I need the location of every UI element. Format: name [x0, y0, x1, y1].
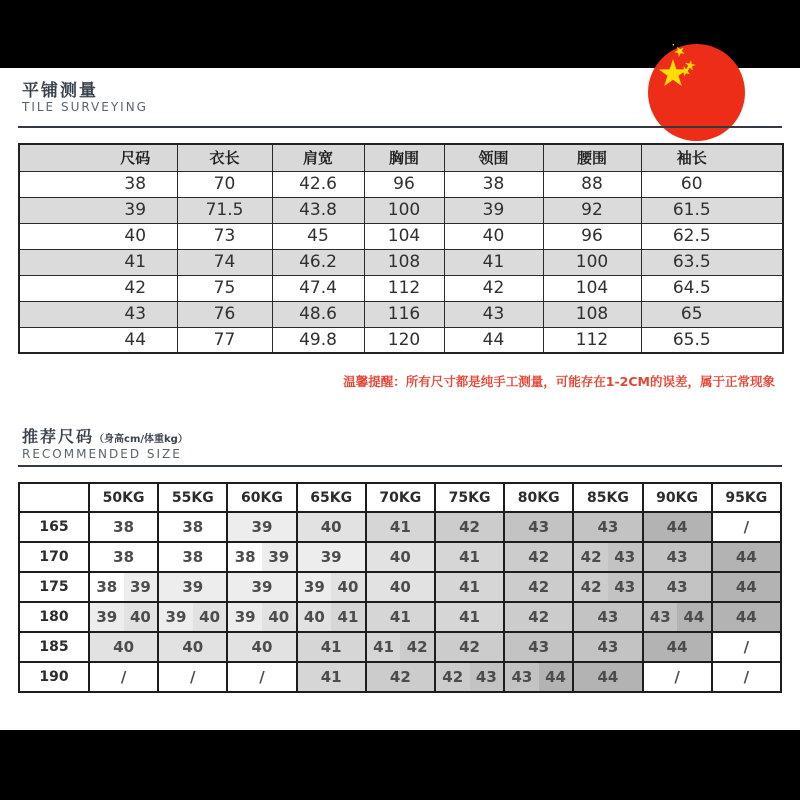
measure-section-subtitle: TILE SURVEYING	[22, 100, 148, 114]
measure-cell: 40	[444, 223, 543, 249]
measure-row	[19, 327, 783, 353]
size-cell: 44	[712, 602, 781, 632]
measure-cell: 46.2	[272, 249, 364, 275]
recommend-title-text: 推荐尺码	[22, 427, 95, 446]
measure-header-cell: 尺码	[19, 144, 177, 171]
size-cell: 41	[366, 602, 435, 632]
measure-cell: 75	[177, 275, 272, 301]
size-cell	[297, 602, 366, 632]
measure-cell: 77	[177, 327, 272, 353]
height-label-cell: 170	[19, 542, 89, 572]
size-cell	[227, 602, 296, 632]
size-cell: 39	[297, 542, 366, 572]
measure-row	[19, 249, 783, 275]
height-label-cell: 175	[19, 572, 89, 602]
size-value: 42	[574, 543, 608, 571]
size-cell: 40	[297, 512, 366, 542]
height-label-cell: 190	[19, 662, 89, 692]
size-value: 44	[677, 603, 711, 631]
size-cell	[89, 602, 158, 632]
size-cell: 41	[435, 602, 504, 632]
size-cell: 42	[435, 512, 504, 542]
measure-cell: 76	[177, 301, 272, 327]
size-value: 43	[608, 573, 642, 601]
size-row	[19, 602, 781, 632]
size-cell: /	[89, 662, 158, 692]
size-cell: 40	[366, 572, 435, 602]
size-row	[19, 512, 781, 542]
size-cell: 40	[158, 632, 227, 662]
weight-header-cell: 95KG	[712, 483, 781, 512]
size-cell: 43	[643, 542, 712, 572]
measurement-tolerance-note: 温馨提醒：所有尺寸都是纯手工测量，可能存在1-2CM的误差，属于正常现象	[343, 374, 775, 389]
size-value: 41	[331, 603, 365, 631]
size-value: 39	[124, 573, 158, 601]
size-cell: 41	[435, 542, 504, 572]
measure-cell: 42	[444, 275, 543, 301]
measure-cell: 112	[364, 275, 444, 301]
measure-cell: 44	[19, 327, 177, 353]
measure-cell: 65.5	[641, 327, 783, 353]
size-value: 40	[262, 603, 296, 631]
measure-cell: 88	[543, 171, 641, 197]
measure-table-body	[19, 144, 783, 353]
size-row	[19, 572, 781, 602]
size-cell: 40	[89, 632, 158, 662]
measure-cell: 65	[641, 301, 783, 327]
weight-header-cell: 85KG	[573, 483, 642, 512]
measure-cell: 49.8	[272, 327, 364, 353]
measure-cell: 116	[364, 301, 444, 327]
measure-section-title: 平铺测量	[22, 81, 98, 101]
measure-cell: 62.5	[641, 223, 783, 249]
size-cell: 42	[504, 542, 573, 572]
size-cell: 38	[158, 542, 227, 572]
size-cell: 44	[643, 512, 712, 542]
size-cell: /	[712, 662, 781, 692]
size-value: 40	[331, 573, 365, 601]
size-cell: 43	[643, 572, 712, 602]
measure-header-cell: 胸围	[364, 144, 444, 171]
size-cell: 41	[297, 662, 366, 692]
size-value: 39	[262, 543, 296, 571]
measure-cell: 39	[444, 197, 543, 223]
measure-cell: 43.8	[272, 197, 364, 223]
size-cell: 42	[504, 602, 573, 632]
size-corner-cell	[19, 483, 89, 512]
size-cell: 43	[573, 632, 642, 662]
size-cell: 43	[504, 512, 573, 542]
size-cell: /	[712, 512, 781, 542]
size-cell: 41	[366, 512, 435, 542]
size-cell	[573, 542, 642, 572]
size-cell: /	[643, 662, 712, 692]
size-cell: 43	[573, 512, 642, 542]
measure-cell: 100	[543, 249, 641, 275]
size-cell	[158, 602, 227, 632]
size-value: 43	[608, 543, 642, 571]
size-value: 39	[90, 603, 124, 631]
recommend-section-subtitle: RECOMMENDED SIZE	[22, 447, 182, 461]
measure-cell: 112	[543, 327, 641, 353]
measure-cell: 73	[177, 223, 272, 249]
size-value: 42	[574, 573, 608, 601]
measure-row	[19, 171, 783, 197]
measure-header-cell: 衣长	[177, 144, 272, 171]
weight-header-cell: 80KG	[504, 483, 573, 512]
measure-header-cell: 袖长	[641, 144, 783, 171]
measure-cell: 61.5	[641, 197, 783, 223]
measure-cell: 39	[19, 197, 177, 223]
size-cell: 39	[227, 512, 296, 542]
size-cell	[89, 572, 158, 602]
height-label-cell: 165	[19, 512, 89, 542]
size-value: 43	[505, 663, 539, 691]
size-value: 39	[298, 573, 332, 601]
height-label-cell: 185	[19, 632, 89, 662]
size-cell: /	[158, 662, 227, 692]
measure-header-cell: 腰围	[543, 144, 641, 171]
bottom-black-bar	[0, 730, 800, 800]
size-value: 43	[470, 663, 504, 691]
recommend-section-title	[22, 424, 188, 447]
size-cell: 43	[504, 632, 573, 662]
recommend-title-units: （身高cm/体重kg）	[94, 434, 188, 445]
measure-header-cell: 领围	[444, 144, 543, 171]
size-cell: 44	[712, 572, 781, 602]
measure-cell: 104	[543, 275, 641, 301]
size-cell: 44	[643, 632, 712, 662]
measure-cell: 45	[272, 223, 364, 249]
size-row	[19, 632, 781, 662]
measure-cell: 71.5	[177, 197, 272, 223]
size-value: 40	[193, 603, 227, 631]
size-cell: 39	[158, 572, 227, 602]
size-cell	[504, 662, 573, 692]
measure-cell: 41	[444, 249, 543, 275]
measure-row	[19, 197, 783, 223]
measure-cell: 40	[19, 223, 177, 249]
size-cell: 42	[366, 662, 435, 692]
measure-cell: 48.6	[272, 301, 364, 327]
size-cell: /	[227, 662, 296, 692]
measure-cell: 43	[19, 301, 177, 327]
measure-cell: 47.4	[272, 275, 364, 301]
size-value: 43	[644, 603, 678, 631]
size-cell: 44	[573, 662, 642, 692]
measure-table	[18, 143, 784, 354]
weight-header-cell: 75KG	[435, 483, 504, 512]
measure-cell: 96	[364, 171, 444, 197]
weight-header-cell: 70KG	[366, 483, 435, 512]
size-cell: 39	[227, 572, 296, 602]
measure-cell: 74	[177, 249, 272, 275]
size-cell	[435, 662, 504, 692]
measure-cell: 104	[364, 223, 444, 249]
measure-row	[19, 275, 783, 301]
measure-cell: 64.5	[641, 275, 783, 301]
size-cell: 42	[504, 572, 573, 602]
size-cell: 38	[158, 512, 227, 542]
weight-header-cell: 50KG	[89, 483, 158, 512]
size-cell	[297, 572, 366, 602]
size-value: 38	[228, 543, 262, 571]
size-cell: 40	[366, 542, 435, 572]
size-table	[18, 482, 782, 693]
measure-header-row	[19, 144, 783, 171]
size-cell	[643, 602, 712, 632]
measure-header-cell: 肩宽	[272, 144, 364, 171]
size-value: 38	[90, 573, 124, 601]
size-value: 41	[367, 633, 401, 661]
weight-header-cell: 65KG	[297, 483, 366, 512]
height-label-cell: 180	[19, 602, 89, 632]
size-cell: /	[712, 632, 781, 662]
measure-cell: 41	[19, 249, 177, 275]
measure-row	[19, 223, 783, 249]
size-value: 40	[124, 603, 158, 631]
size-cell: 38	[89, 512, 158, 542]
size-cell	[227, 542, 296, 572]
weight-header-cell: 90KG	[643, 483, 712, 512]
measure-cell: 38	[19, 171, 177, 197]
measure-cell: 60	[641, 171, 783, 197]
measure-cell: 92	[543, 197, 641, 223]
size-value: 42	[400, 633, 434, 661]
measure-cell: 42	[19, 275, 177, 301]
size-cell: 43	[573, 602, 642, 632]
size-cell: 38	[89, 542, 158, 572]
measure-section-divider	[18, 126, 782, 128]
size-table-body	[19, 483, 781, 692]
size-cell: 40	[227, 632, 296, 662]
recommend-section-divider	[18, 465, 782, 467]
size-header-row	[19, 483, 781, 512]
measure-cell: 100	[364, 197, 444, 223]
size-cell: 41	[297, 632, 366, 662]
size-value: 44	[539, 663, 573, 691]
size-cell: 44	[712, 542, 781, 572]
weight-header-cell: 60KG	[227, 483, 296, 512]
size-row	[19, 662, 781, 692]
size-cell	[573, 572, 642, 602]
size-cell	[366, 632, 435, 662]
measure-cell: 96	[543, 223, 641, 249]
measure-row	[19, 301, 783, 327]
measure-cell: 42.6	[272, 171, 364, 197]
weight-header-cell: 55KG	[158, 483, 227, 512]
measure-cell: 43	[444, 301, 543, 327]
size-value: 39	[228, 603, 262, 631]
measure-cell: 38	[444, 171, 543, 197]
size-value: 39	[159, 603, 193, 631]
measure-cell: 108	[364, 249, 444, 275]
measure-cell: 70	[177, 171, 272, 197]
measure-cell: 120	[364, 327, 444, 353]
measure-cell: 63.5	[641, 249, 783, 275]
size-value: 42	[436, 663, 470, 691]
size-row	[19, 542, 781, 572]
measure-cell: 44	[444, 327, 543, 353]
size-cell: 42	[435, 632, 504, 662]
size-cell: 41	[435, 572, 504, 602]
measure-cell: 108	[543, 301, 641, 327]
size-value: 40	[298, 603, 332, 631]
